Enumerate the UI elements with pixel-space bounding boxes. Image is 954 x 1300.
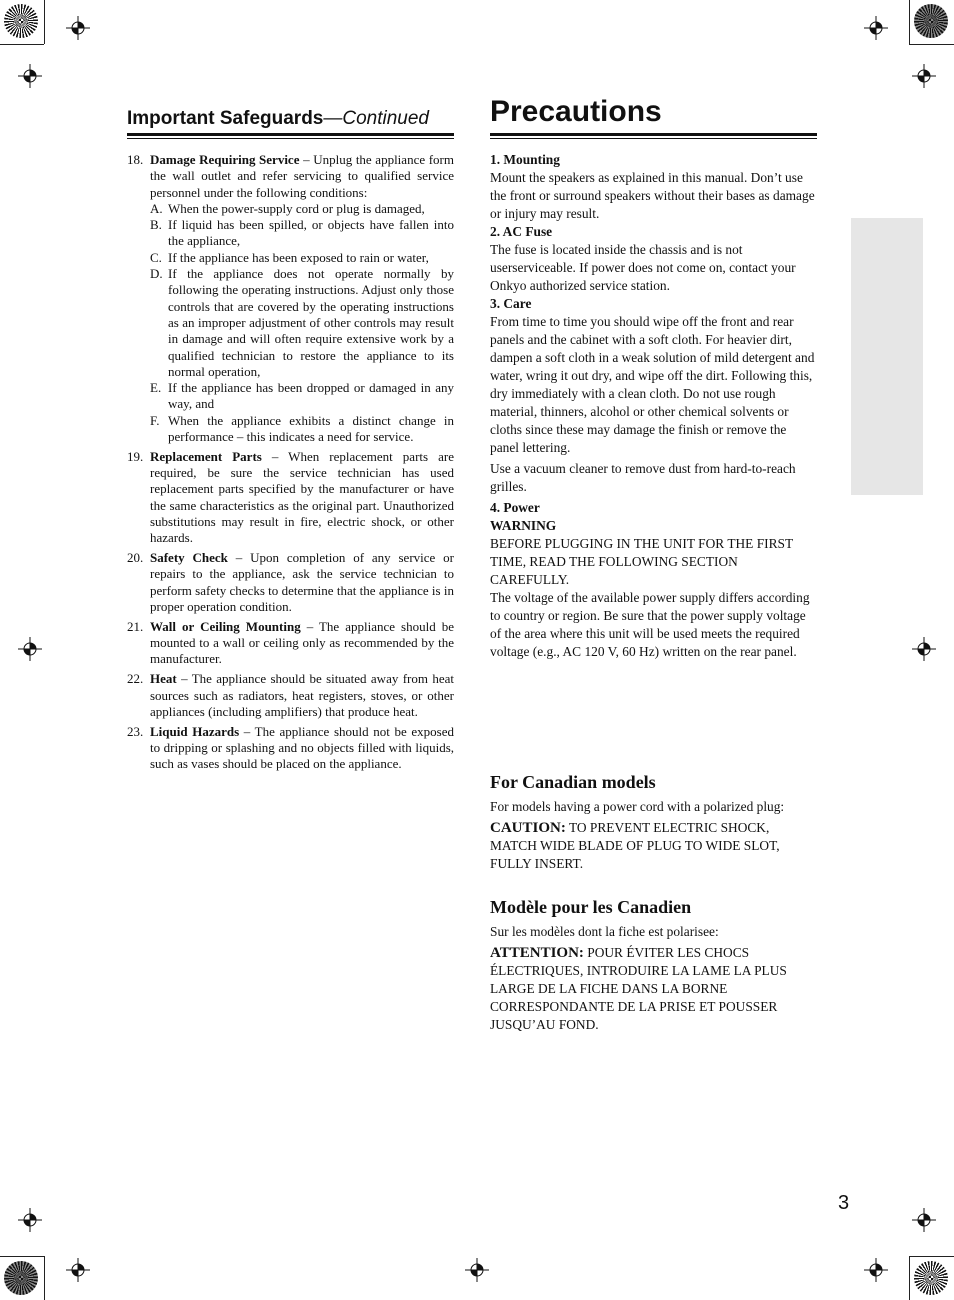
section-heading: 1. Mounting — [490, 152, 560, 167]
crosshair-icon — [912, 1208, 936, 1232]
registration-star-icon — [4, 4, 38, 38]
page-title: Precautions — [490, 95, 662, 128]
side-tab — [851, 218, 923, 495]
title-rule-thin — [490, 138, 817, 139]
sub-item: C. If the appliance has been exposed to rain or water, — [150, 249, 429, 265]
warning-label: WARNING — [490, 518, 557, 533]
crosshair-icon — [66, 1258, 90, 1282]
crosshair-icon — [864, 1258, 888, 1282]
safeguards-list — [127, 152, 454, 776]
crosshair-icon — [18, 1208, 42, 1232]
warning-text: BEFORE PLUGGING IN THE UNIT FOR THE FIRST TIME, READ THE FOLLOWING SECTION CAREFULLY. — [490, 536, 793, 587]
french-section — [490, 895, 817, 1034]
list-item: 21. Wall or Ceiling Mounting – The appliance should be mounted to a wall or ceiling only as recommended by the manufacturer. — [127, 618, 454, 667]
sub-item: F. When the appliance exhibits a distinct change in performance – this indicates a need for service. — [150, 412, 454, 445]
section-heading: 2. AC Fuse — [490, 224, 553, 239]
section-text: Sur les modèles dont la fiche est polarisee: — [490, 924, 719, 939]
crosshair-icon — [912, 64, 936, 88]
title-rule — [490, 133, 817, 136]
crosshair-icon — [66, 16, 90, 40]
section-heading: For Canadian models — [490, 772, 656, 792]
sub-item: B. If liquid has been spilled, or objects have fallen into the appliance, — [150, 217, 454, 249]
caution-text: CAUTION: TO PREVENT ELECTRIC SHOCK, MATCH WIDE BLADE OF PLUG TO WIDE SLOT, FULLY INSERT. — [490, 820, 780, 871]
list-item: 23. Liquid Hazards – The appliance should not be exposed to dripping or splashing and no objects filled with liquids, such as vases should be placed on the appliance. — [127, 723, 454, 772]
section-text: Use a vacuum cleaner to remove dust from hard-to-reach grilles. — [490, 461, 796, 494]
precautions-body — [490, 151, 817, 661]
attention-text: ATTENTION: POUR ÉVITER LES CHOCS ÉLECTRIQUES, INTRODUIRE LA LAME LA PLUS LARGE DE LA FICHE DANS LA BORNE CORRESPONDANTE DE LA PRISE ET POUSSER JUSQU’AU FOND. — [490, 945, 787, 1032]
list-item: 20. Safety Check – Upon completion of any service or repairs to the appliance, ask the service technician to perform safety checks to determine that the appliance is in proper operation condition. — [127, 550, 454, 615]
left-heading: Important Safeguards—Continued — [127, 108, 429, 129]
section-text: Mount the speakers as explained in this manual. Don’t use the front or surround speakers without their bases as damage or injury may result. — [490, 170, 815, 221]
crosshair-icon — [912, 637, 936, 661]
sub-item: A. When the power-supply cord or plug is damaged, — [150, 200, 425, 216]
crosshair-icon — [465, 1258, 489, 1282]
page-number: 3 — [838, 1192, 850, 1214]
list-item: 19. Replacement Parts – When replacement parts are required, be sure the service technician has used replacement parts specified by the manufacturer or have the same characteristics as the original part. Unauthorized substitutions may result in fire, electric shock, or other hazards. — [127, 448, 454, 546]
canadian-section — [490, 770, 817, 873]
section-text: The voltage of the available power supply differs according to country or region. Be sure that the power supply voltage of the area where this unit will be used meets the required voltage (e.g., AC 120 V, 60 Hz) written on the rear panel. — [490, 590, 810, 659]
section-heading: 4. Power — [490, 500, 540, 515]
registration-star-icon — [914, 4, 948, 38]
section-heading: Modèle pour les Canadien — [490, 897, 692, 917]
list-item: 22. Heat – The appliance should be situated away from heat sources such as radiators, heat registers, stoves, or other appliances (including amplifiers) that produce heat. — [127, 671, 454, 719]
section-text: The fuse is located inside the chassis and is not userserviceable. If power does not come on, contact your Onkyo authorized service station. — [490, 242, 796, 293]
heading-rule — [127, 133, 454, 136]
section-heading: 3. Care — [490, 296, 532, 311]
section-text: For models having a power cord with a polarized plug: — [490, 799, 785, 814]
sub-item: E. If the appliance has been dropped or damaged in any way, and — [150, 380, 454, 412]
heading-rule-thin — [127, 138, 454, 139]
registration-star-icon — [4, 1261, 38, 1295]
list-item: 18. Damage Requiring Service – Unplug the appliance form the wall outlet and refer servicing to qualified service personnel under the following conditions: A. When the power-supply cord or plug is damaged, B. If liquid has been spilled, or objects have fallen into the appliance, C. If the appliance has been exposed to rain or water, D. If the appliance does not operate normally by following the operating instructions. Adjust only those controls that are covered by the operating instructions as an improper adjustment of other controls may result in damage and will often require extensive work by a qualified technician to restore the appliance to its normal operation, E. If the appliance has been dropped or damaged in any way, and F. When the appliance exhibits a distinct change in performance – this indicates a need for service. — [127, 152, 454, 445]
crosshair-icon — [18, 64, 42, 88]
crosshair-icon — [864, 16, 888, 40]
section-text: From time to time you should wipe off the front and rear panels and the cabinet with a soft cloth. For heavier dirt, dampen a soft cloth in a weak solution of mild detergent and water, wring it out dry, and wipe off the dirt. Following this, dry immediately with a clean cloth. Do not use rough material, thinners, alcohol or other chemical solvents or cloths since these may damage the finish or remove the panel lettering. — [490, 314, 815, 455]
registration-star-icon — [914, 1261, 948, 1295]
sub-item: D. If the appliance does not operate normally by following the operating instructions. Adjust only those controls that are covered by the operating instructions as an improper adjustment of other controls may result in damage and will often require extensive work by a qualified technician to restore the appliance to its normal operation, — [150, 266, 454, 379]
crosshair-icon — [18, 637, 42, 661]
